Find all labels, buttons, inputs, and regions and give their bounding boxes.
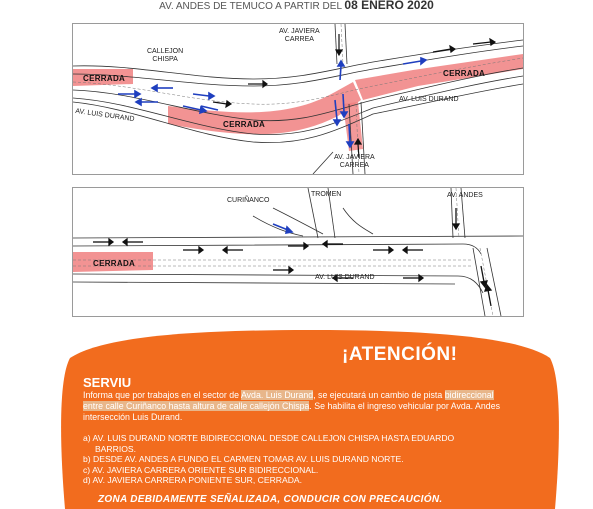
map2-drawing — [73, 188, 523, 316]
header-date: 08 ENERO 2020 — [344, 0, 434, 12]
notice-item-a: a) AV. LUIS DURAND NORTE BIDIRECCIONAL DESDE CALLEJON CHISPA HASTA EDUARDO — [83, 433, 455, 443]
header-prefix: AV. ANDES DE TEMUCO A PARTIR DEL — [159, 1, 342, 12]
closed-label-west: CERRADA — [93, 259, 136, 268]
notice-item-d: d) AV. JAVIERA CARRERA PONIENTE SUR, CERRADA. — [83, 475, 303, 485]
label-tromen: TROMEN — [311, 191, 342, 198]
header-line — [0, 0, 593, 14]
notice-intro-part2: , se ejecutará un cambio de pista — [313, 390, 445, 400]
notice-intro-part1: Informa que por trabajos en el sector de — [83, 390, 241, 400]
label-javiera-carrea-bottom: AV. JAVIERA CARREA — [334, 154, 375, 169]
label-luis-durand-east: AV. LUIS DURAND — [399, 96, 459, 103]
label-javiera-carrea-top: AV. JAVIERA CARREA — [279, 28, 320, 43]
notice-heading: ¡ATENCIÓN! — [342, 344, 458, 365]
label-luis-durand-west: AV. LUIS DURAND — [74, 107, 135, 124]
notice-item-b: b) DESDE AV. ANDES A FUNDO EL CARMEN TOMAR AV. LUIS DURAND NORTE. — [83, 454, 404, 464]
notice-intro-highlight-1: Avda. Luis Durand — [240, 390, 314, 400]
label-curinanco: CURIÑANCO — [227, 197, 270, 204]
notice-item-a-cont: BARRIOS. — [83, 443, 137, 454]
closed-label-1: CERRADA — [83, 74, 126, 83]
label-av-andes: AV. ANDES — [447, 192, 483, 199]
notice-intro — [83, 390, 513, 423]
label-luis-durand: AV. LUIS DURAND — [315, 274, 375, 281]
notice-footer: ZONA DEBIDAMENTE SEÑALIZADA, CONDUCIR CON PRECAUCIÓN. — [98, 494, 443, 505]
notice-intro-highlight-2: bidireccional entre calle Curiñanco hasta altura de calle callejón Chispa — [83, 390, 494, 411]
notice-item-list — [83, 433, 523, 486]
label-callejon-chispa: CALLEJON CHISPA — [147, 48, 184, 63]
notice-org: SERVIU — [83, 375, 132, 390]
map-panel-javiera-carrera — [72, 23, 524, 175]
notice-item-c: c) AV. JAVIERA CARRERA ORIENTE SUR BIDIRECCIONAL. — [83, 464, 319, 475]
closed-label-2: CERRADA — [223, 120, 266, 129]
map-panel-av-andes — [72, 187, 524, 317]
closed-label-3: CERRADA — [443, 69, 486, 78]
notice-intro-part3: . Se habilita el ingreso vehicular por Avda. Andes intersección Luis Durand. — [83, 401, 500, 422]
